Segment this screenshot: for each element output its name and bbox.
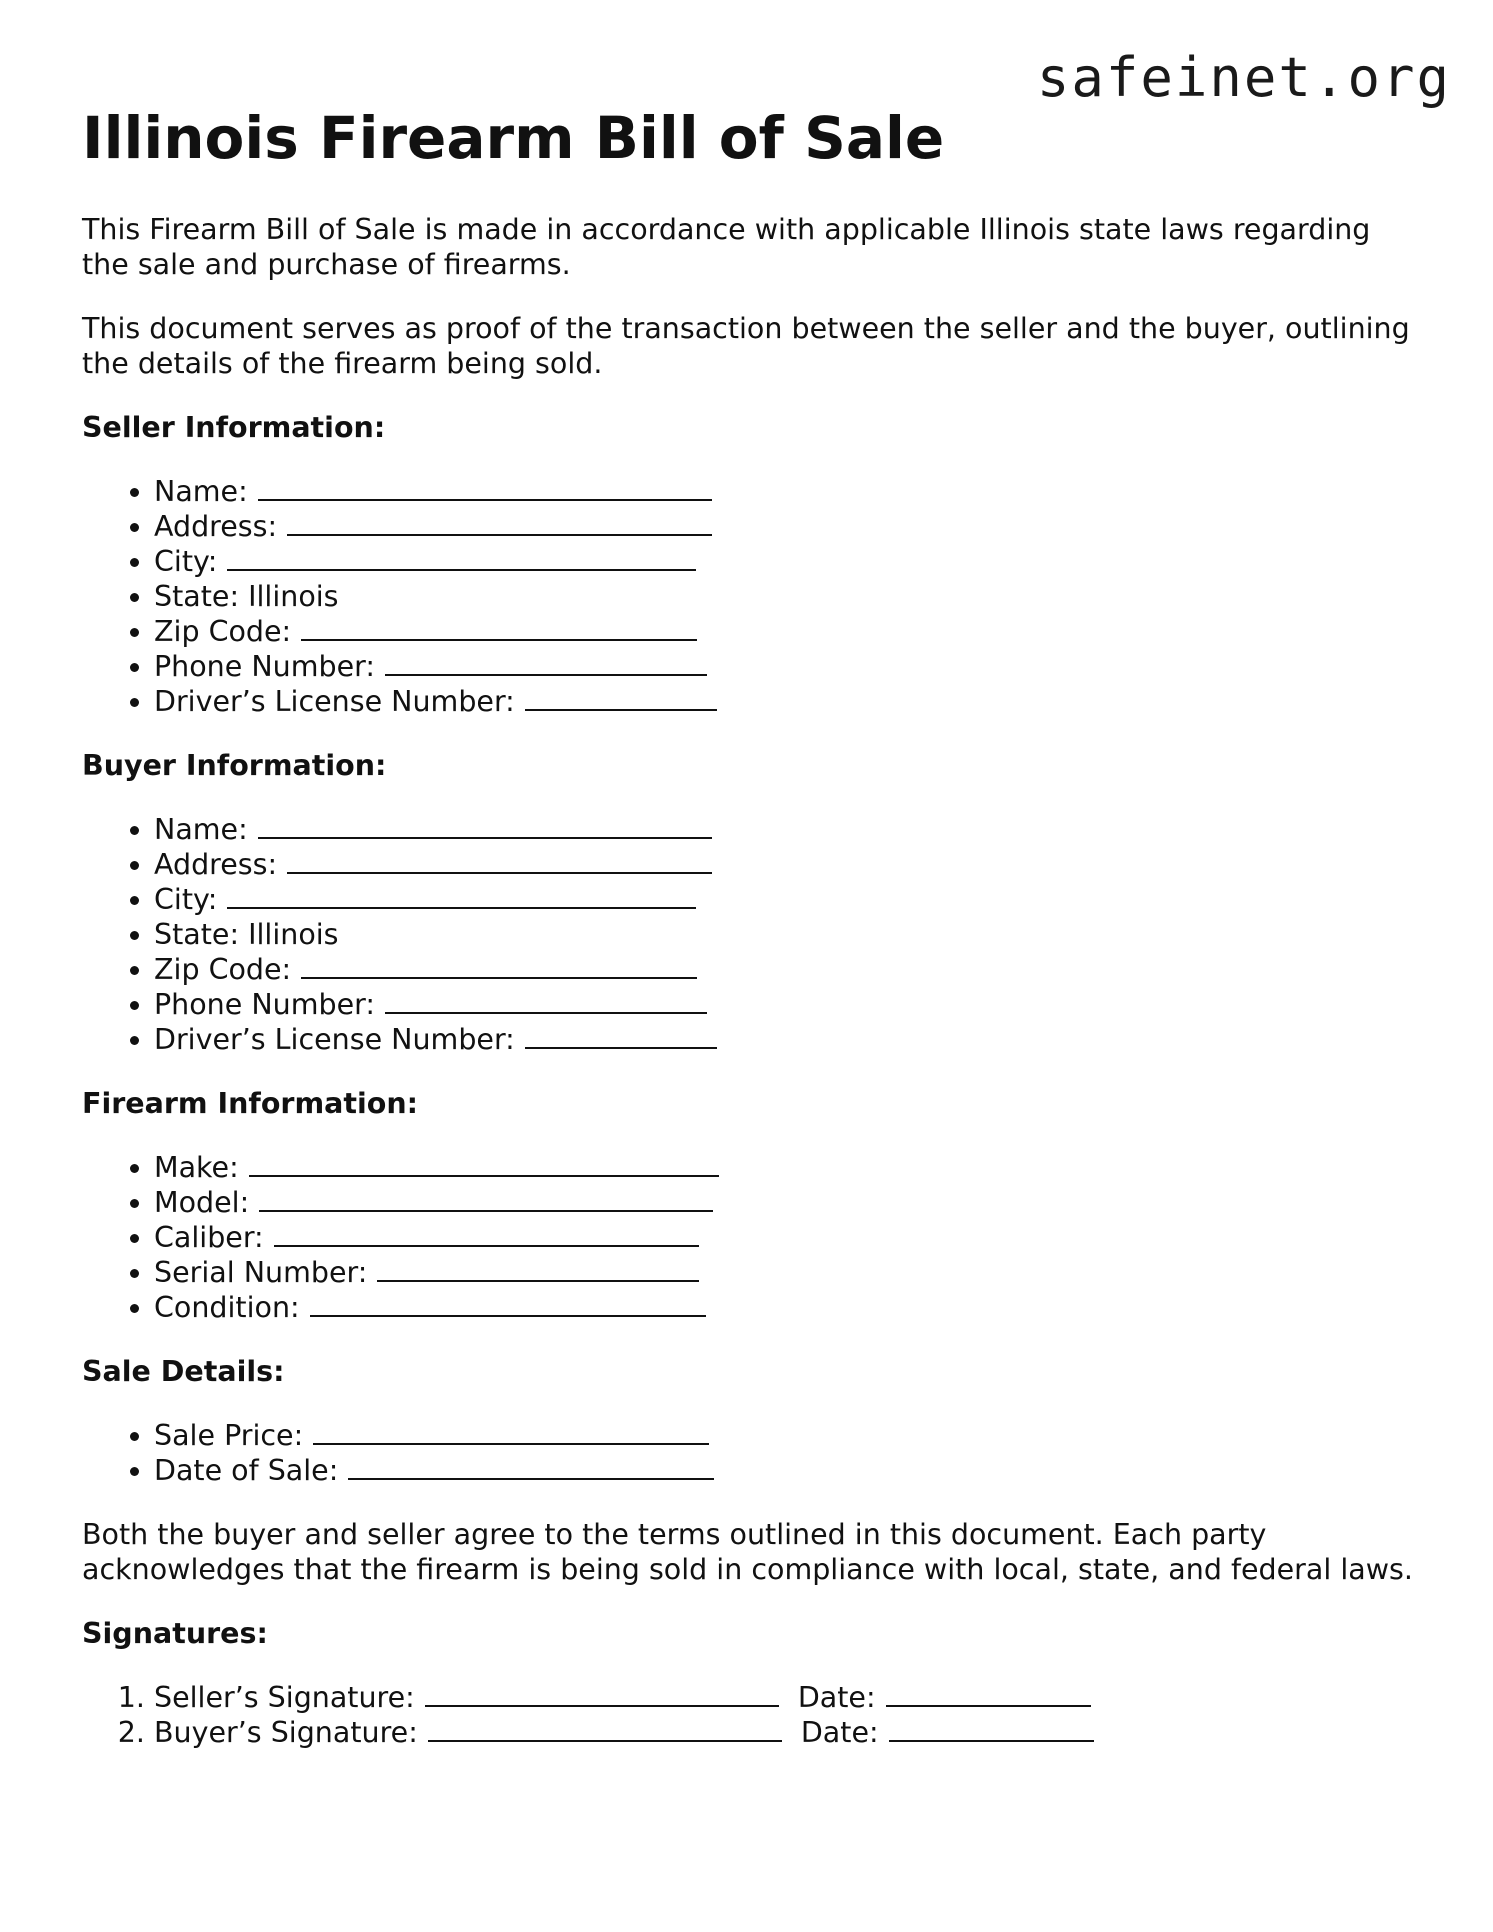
firearm-model-label: Model:: [154, 1185, 250, 1219]
document-page: [82, 104, 1422, 1779]
seller-info-list: [82, 474, 1422, 719]
signatures-section-heading: Signatures:: [82, 1616, 268, 1650]
firearm-make-item: [154, 1150, 1422, 1185]
buyer-license-blank[interactable]: [525, 1022, 717, 1049]
seller-signature-label: Seller’s Signature:: [154, 1680, 415, 1714]
seller-signature-date-label: Date:: [797, 1680, 876, 1714]
buyer-signature-blank[interactable]: [428, 1715, 782, 1742]
buyer-license-label: Driver’s License Number:: [154, 1022, 515, 1056]
buyer-name-label: Name:: [154, 812, 248, 846]
seller-address-blank[interactable]: [287, 509, 712, 536]
seller-state-label: State: Illinois: [154, 579, 339, 613]
buyer-phone-label: Phone Number:: [154, 987, 375, 1021]
seller-phone-item: [154, 649, 1422, 684]
buyer-license-item: [154, 1022, 1422, 1057]
firearm-model-blank[interactable]: [259, 1185, 713, 1212]
firearm-caliber-blank[interactable]: [274, 1220, 699, 1247]
watermark-text: safeinet.org: [1036, 46, 1451, 109]
sale-info-list: [82, 1418, 1422, 1488]
buyer-address-label: Address:: [154, 847, 278, 881]
seller-zip-label: Zip Code:: [154, 614, 292, 648]
buyer-state-item: [154, 917, 1422, 952]
seller-city-blank[interactable]: [227, 544, 696, 571]
buyer-zip-label: Zip Code:: [154, 952, 292, 986]
firearm-caliber-item: [154, 1220, 1422, 1255]
sale-price-label: Sale Price:: [154, 1418, 304, 1452]
intro-paragraph-2: This document serves as proof of the transaction between the seller and the buyer, outlining the details of the firearm being sold.: [82, 311, 1410, 380]
sale-price-item: [154, 1418, 1422, 1453]
buyer-signature-label: Buyer’s Signature:: [154, 1715, 418, 1749]
buyer-signature-item: [154, 1715, 1422, 1750]
firearm-serial-item: [154, 1255, 1422, 1290]
firearm-caliber-label: Caliber:: [154, 1220, 264, 1254]
firearm-condition-label: Condition:: [154, 1290, 300, 1324]
seller-phone-blank[interactable]: [385, 649, 707, 676]
intro-paragraph-1: This Firearm Bill of Sale is made in accordance with applicable Illinois state laws regarding the sale and purchase of firearms.: [82, 212, 1371, 281]
buyer-section-heading: Buyer Information:: [82, 748, 387, 782]
sale-section-heading: Sale Details:: [82, 1354, 285, 1388]
sale-price-blank[interactable]: [313, 1418, 709, 1445]
firearm-serial-blank[interactable]: [377, 1255, 699, 1282]
sale-date-item: [154, 1453, 1422, 1488]
buyer-info-list: [82, 812, 1422, 1057]
buyer-state-label: State: Illinois: [154, 917, 339, 951]
buyer-zip-item: [154, 952, 1422, 987]
firearm-make-blank[interactable]: [249, 1150, 719, 1177]
buyer-signature-date-label: Date:: [800, 1715, 879, 1749]
seller-license-label: Driver’s License Number:: [154, 684, 515, 718]
sale-date-blank[interactable]: [348, 1453, 714, 1480]
firearm-condition-blank[interactable]: [310, 1290, 706, 1317]
buyer-address-item: [154, 847, 1422, 882]
buyer-name-blank[interactable]: [258, 812, 712, 839]
buyer-city-blank[interactable]: [227, 882, 696, 909]
seller-phone-label: Phone Number:: [154, 649, 375, 683]
seller-license-item: [154, 684, 1422, 719]
signatures-list: [82, 1680, 1422, 1750]
firearm-section-heading: Firearm Information:: [82, 1086, 419, 1120]
seller-name-item: [154, 474, 1422, 509]
seller-signature-item: [154, 1680, 1422, 1715]
seller-address-label: Address:: [154, 509, 278, 543]
buyer-address-blank[interactable]: [287, 847, 712, 874]
buyer-city-label: City:: [154, 882, 218, 916]
seller-signature-date-blank[interactable]: [886, 1680, 1091, 1707]
buyer-signature-date-blank[interactable]: [889, 1715, 1094, 1742]
seller-state-item: [154, 579, 1422, 614]
buyer-phone-blank[interactable]: [385, 987, 707, 1014]
firearm-model-item: [154, 1185, 1422, 1220]
buyer-name-item: [154, 812, 1422, 847]
seller-name-label: Name:: [154, 474, 248, 508]
seller-city-item: [154, 544, 1422, 579]
agreement-paragraph: Both the buyer and seller agree to the terms outlined in this document. Each party acknowledges that the firearm is being sold in compliance with local, state, and federal laws.: [82, 1517, 1413, 1586]
firearm-serial-label: Serial Number:: [154, 1255, 368, 1289]
seller-address-item: [154, 509, 1422, 544]
seller-city-label: City:: [154, 544, 218, 578]
seller-signature-blank[interactable]: [425, 1680, 779, 1707]
seller-name-blank[interactable]: [258, 474, 712, 501]
seller-zip-blank[interactable]: [301, 614, 697, 641]
seller-section-heading: Seller Information:: [82, 410, 386, 444]
seller-license-blank[interactable]: [525, 684, 717, 711]
sale-date-label: Date of Sale:: [154, 1453, 339, 1487]
firearm-condition-item: [154, 1290, 1422, 1325]
buyer-city-item: [154, 882, 1422, 917]
firearm-info-list: [82, 1150, 1422, 1325]
buyer-phone-item: [154, 987, 1422, 1022]
buyer-zip-blank[interactable]: [301, 952, 697, 979]
firearm-make-label: Make:: [154, 1150, 239, 1184]
document-title: Illinois Firearm Bill of Sale: [82, 104, 945, 172]
seller-zip-item: [154, 614, 1422, 649]
